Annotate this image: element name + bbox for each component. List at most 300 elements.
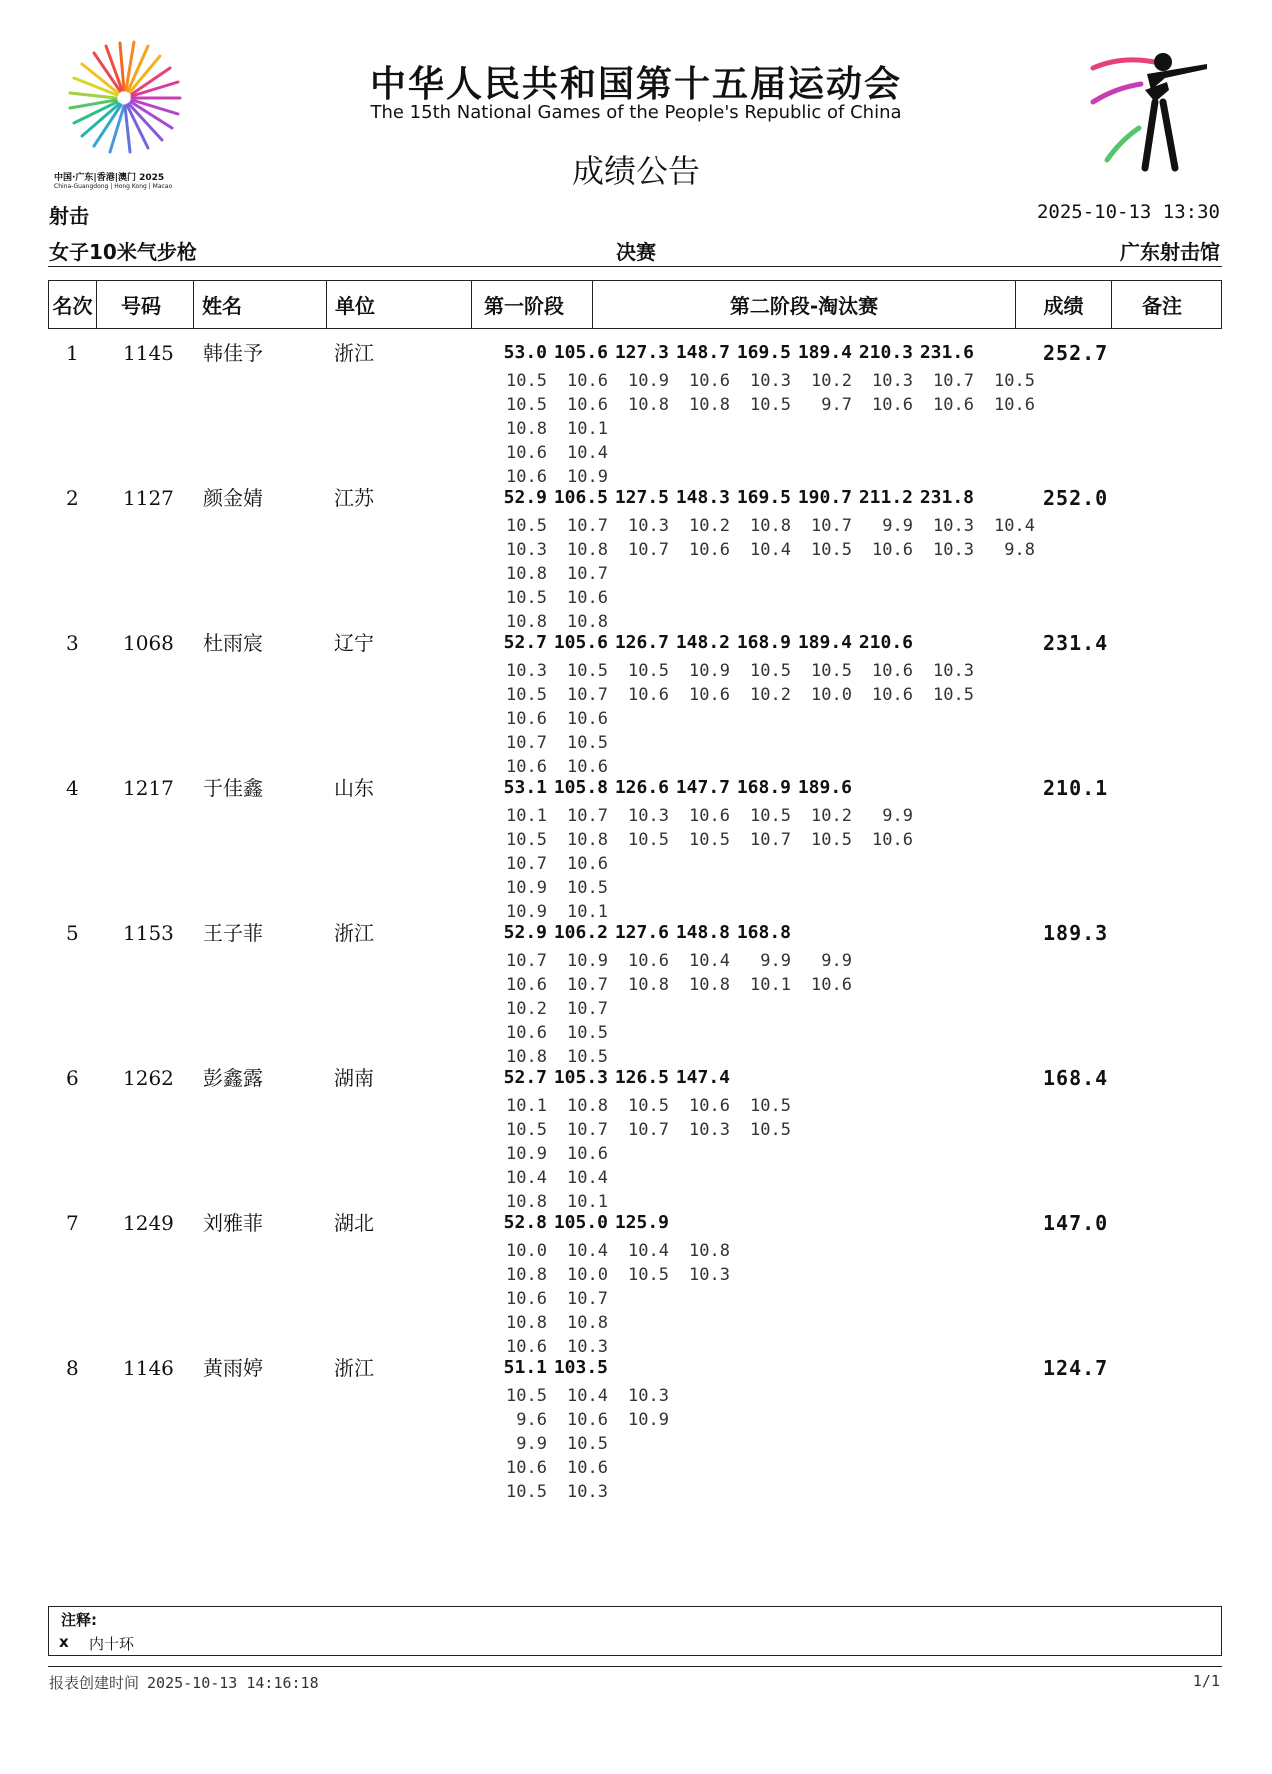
shot-score: 10.5 — [750, 395, 791, 415]
shot-score: 10.6 — [506, 975, 547, 995]
shot-score: 10.6 — [567, 1144, 608, 1164]
unit-cell: 江苏 — [334, 486, 374, 510]
series-score: 105.8 — [553, 777, 608, 798]
shot-score: 10.0 — [567, 1265, 608, 1285]
shot-score: 10.1 — [567, 1192, 608, 1212]
shot-score: 10.5 — [750, 806, 791, 826]
shot-score: 10.3 — [567, 1482, 608, 1502]
shot-score: 10.6 — [872, 395, 913, 415]
shot-line — [486, 1408, 669, 1432]
bib-cell: 1146 — [123, 1356, 174, 1380]
total-score-cell: 210.1 — [1043, 776, 1109, 800]
shot-score: 10.4 — [506, 1168, 547, 1188]
shot-score: 10.6 — [506, 467, 547, 487]
shot-score: 10.3 — [872, 371, 913, 391]
shot-score: 10.9 — [567, 467, 608, 487]
shot-line — [486, 1239, 730, 1263]
shot-score: 10.7 — [567, 1120, 608, 1140]
series-score: 148.2 — [675, 632, 730, 653]
unit-cell: 浙江 — [334, 1356, 374, 1380]
logo-text-cn: 中国·广东|香港|澳门 2025 — [54, 173, 165, 183]
series-score: 126.6 — [614, 777, 669, 798]
shot-score: 10.6 — [506, 1337, 547, 1357]
shot-score: 10.5 — [506, 685, 547, 705]
shot-line — [486, 562, 1035, 586]
shot-score: 10.7 — [567, 806, 608, 826]
series-score: 210.3 — [858, 342, 913, 363]
shot-score: 10.3 — [689, 1265, 730, 1285]
shot-score: 10.2 — [750, 685, 791, 705]
shot-score: 10.8 — [567, 540, 608, 560]
shot-score: 10.4 — [689, 951, 730, 971]
bib-cell: 1262 — [123, 1066, 174, 1090]
series-score: 148.8 — [675, 922, 730, 943]
shot-score: 10.5 — [506, 1386, 547, 1406]
shot-line — [486, 417, 1035, 441]
shot-score: 10.1 — [506, 1096, 547, 1116]
shot-score: 10.8 — [506, 1265, 547, 1285]
shot-scores — [486, 514, 1035, 634]
bib-cell: 1145 — [123, 341, 174, 365]
shot-score: 10.9 — [628, 371, 669, 391]
shot-score: 10.5 — [689, 830, 730, 850]
series-score: 106.5 — [553, 487, 608, 508]
unit-cell: 湖北 — [334, 1211, 374, 1235]
shot-score: 10.6 — [689, 371, 730, 391]
athlete-name-cell: 刘雅菲 — [203, 1211, 263, 1235]
shot-score: 10.1 — [567, 902, 608, 922]
notes-key: x — [59, 1633, 69, 1651]
cumulative-series — [486, 1062, 730, 1094]
cumulative-series — [486, 482, 974, 514]
series-score: 52.9 — [503, 487, 547, 508]
shot-score: 10.6 — [567, 588, 608, 608]
shot-score: 10.6 — [628, 685, 669, 705]
bib-cell: 1127 — [123, 486, 174, 510]
shot-score: 10.6 — [567, 371, 608, 391]
cumulative-series — [486, 772, 852, 804]
shot-score: 10.2 — [506, 999, 547, 1019]
shot-score: 10.3 — [628, 806, 669, 826]
shot-scores — [486, 804, 913, 924]
shot-score: 10.5 — [567, 878, 608, 898]
shot-score: 10.8 — [750, 516, 791, 536]
shot-score: 10.7 — [506, 733, 547, 753]
shot-line — [486, 1287, 730, 1311]
shot-line — [486, 1118, 791, 1142]
col-remarks: 备注 — [1142, 294, 1182, 318]
shot-scores — [486, 1239, 730, 1359]
shot-scores — [486, 949, 852, 1069]
shot-line — [486, 707, 974, 731]
col-rank: 名次 — [49, 281, 97, 328]
shot-score: 10.7 — [933, 371, 974, 391]
rank-cell: 5 — [66, 921, 79, 945]
rank-cell: 8 — [66, 1356, 79, 1380]
athlete-name-cell: 彭鑫露 — [203, 1066, 263, 1090]
total-score-cell: 252.0 — [1043, 486, 1109, 510]
shot-line — [486, 1432, 669, 1456]
shot-score: 10.7 — [628, 540, 669, 560]
report-title: 成绩公告 — [571, 152, 700, 190]
shot-score: 10.9 — [567, 951, 608, 971]
shot-line — [486, 1166, 791, 1190]
shot-score: 10.4 — [750, 540, 791, 560]
bib-cell: 1249 — [123, 1211, 174, 1235]
shot-score: 10.7 — [567, 516, 608, 536]
bib-cell: 1153 — [123, 921, 174, 945]
shot-score: 10.8 — [628, 975, 669, 995]
shot-line — [486, 514, 1035, 538]
total-score-cell: 124.7 — [1043, 1356, 1109, 1380]
col-total: 成绩 — [1016, 281, 1112, 328]
shot-line — [486, 1311, 730, 1335]
shot-score: 10.8 — [689, 975, 730, 995]
notes-box — [48, 1606, 1222, 1656]
shot-score: 10.5 — [506, 588, 547, 608]
series-score: 105.6 — [553, 342, 608, 363]
shot-line — [486, 876, 913, 900]
shot-score: 9.9 — [882, 806, 913, 826]
series-score: 126.7 — [614, 632, 669, 653]
shot-score: 10.6 — [689, 685, 730, 705]
shot-score: 10.5 — [506, 830, 547, 850]
table-row — [48, 917, 1222, 1067]
shot-score: 10.5 — [567, 1023, 608, 1043]
athlete-name-cell: 韩佳予 — [203, 341, 263, 365]
series-score: 148.7 — [675, 342, 730, 363]
shot-score: 10.5 — [750, 661, 791, 681]
series-score: 52.9 — [503, 922, 547, 943]
shot-score: 10.8 — [506, 1192, 547, 1212]
shot-score: 10.5 — [628, 1096, 669, 1116]
shot-line — [486, 1263, 730, 1287]
shot-line — [486, 586, 1035, 610]
shot-score: 10.0 — [506, 1241, 547, 1261]
col-bib: 号码 — [97, 281, 194, 328]
shot-score: 10.6 — [689, 540, 730, 560]
shot-score: 10.2 — [811, 371, 852, 391]
series-score: 105.3 — [553, 1067, 608, 1088]
shot-line — [486, 393, 1035, 417]
shot-score: 10.8 — [567, 830, 608, 850]
series-score: 168.9 — [736, 632, 791, 653]
shot-score: 10.7 — [567, 975, 608, 995]
shot-score: 10.6 — [506, 443, 547, 463]
shot-line — [486, 949, 852, 973]
unit-cell: 浙江 — [334, 921, 374, 945]
shot-score: 9.9 — [760, 951, 791, 971]
shot-score: 10.5 — [567, 661, 608, 681]
shot-line — [486, 369, 1035, 393]
series-score: 52.7 — [503, 1067, 547, 1088]
unit-cell: 湖南 — [334, 1066, 374, 1090]
shot-score: 10.5 — [567, 1434, 608, 1454]
series-score: 53.0 — [503, 342, 547, 363]
shot-score: 10.1 — [506, 806, 547, 826]
shot-score: 10.7 — [506, 854, 547, 874]
unit-cell: 山东 — [334, 776, 374, 800]
shot-score: 10.4 — [567, 1168, 608, 1188]
shot-score: 10.6 — [506, 1289, 547, 1309]
shot-line — [486, 1480, 669, 1504]
shot-score: 10.6 — [689, 806, 730, 826]
shot-score: 10.5 — [750, 1120, 791, 1140]
shot-score: 10.6 — [506, 1023, 547, 1043]
series-score: 231.8 — [919, 487, 974, 508]
shot-score: 10.8 — [567, 1313, 608, 1333]
shot-score: 10.6 — [872, 540, 913, 560]
shot-line — [486, 1456, 669, 1480]
series-score: 127.6 — [614, 922, 669, 943]
series-score: 169.5 — [736, 487, 791, 508]
footer-divider — [48, 1666, 1222, 1667]
logo-text-en: China-Guangdong | Hong Kong | Macao — [54, 183, 173, 190]
shot-score: 10.8 — [567, 1096, 608, 1116]
shot-score: 10.9 — [506, 902, 547, 922]
col-stage2: 第二阶段-淘汰赛 — [593, 281, 1016, 328]
shot-score: 10.3 — [506, 540, 547, 560]
shot-score: 10.6 — [567, 854, 608, 874]
series-score: 52.7 — [503, 632, 547, 653]
shot-line — [486, 538, 1035, 562]
series-score: 189.6 — [797, 777, 852, 798]
shot-score: 10.5 — [811, 830, 852, 850]
shot-line — [486, 683, 974, 707]
series-score: 103.5 — [553, 1357, 608, 1378]
shot-score: 10.9 — [506, 1144, 547, 1164]
shot-score: 9.9 — [516, 1434, 547, 1454]
cumulative-series — [486, 627, 913, 659]
shot-score: 10.2 — [689, 516, 730, 536]
shot-score: 10.7 — [628, 1120, 669, 1140]
notes-label: 注释: — [61, 1611, 97, 1629]
shot-line — [486, 441, 1035, 465]
col-name: 姓名 — [194, 281, 327, 328]
shot-score: 10.3 — [567, 1337, 608, 1357]
table-row — [48, 1207, 1222, 1357]
shot-score: 10.6 — [933, 395, 974, 415]
series-score: 147.4 — [675, 1067, 730, 1088]
rank-cell: 7 — [66, 1211, 79, 1235]
games-title-cn: 中华人民共和国第十五届运动会 — [369, 64, 902, 105]
shot-score: 10.8 — [506, 1313, 547, 1333]
shot-score: 10.3 — [689, 1120, 730, 1140]
total-score-cell: 147.0 — [1043, 1211, 1109, 1235]
shot-score: 9.6 — [516, 1410, 547, 1430]
shot-score: 10.3 — [506, 661, 547, 681]
shot-score: 10.6 — [567, 1458, 608, 1478]
series-score: 125.9 — [614, 1212, 669, 1233]
rank-cell: 4 — [66, 776, 79, 800]
results-table-header — [48, 280, 1222, 329]
total-score-cell: 168.4 — [1043, 1066, 1109, 1090]
shot-score: 10.5 — [567, 733, 608, 753]
series-score: 127.3 — [614, 342, 669, 363]
series-score: 106.2 — [553, 922, 608, 943]
shot-line — [486, 659, 974, 683]
shot-score: 10.3 — [933, 516, 974, 536]
shot-score: 10.5 — [506, 516, 547, 536]
shot-score: 10.3 — [628, 516, 669, 536]
shot-score: 10.6 — [506, 1458, 547, 1478]
shot-score: 10.4 — [994, 516, 1035, 536]
shot-score: 10.6 — [567, 709, 608, 729]
notes-description: 内十环 — [89, 1635, 135, 1653]
created-label: 报表创建时间 — [49, 1674, 140, 1692]
shot-score: 10.3 — [933, 661, 974, 681]
shot-score: 10.7 — [506, 951, 547, 971]
shot-score: 10.5 — [628, 830, 669, 850]
rank-cell: 2 — [66, 486, 79, 510]
shot-score: 10.8 — [506, 419, 547, 439]
page-number: 1/1 — [1192, 1672, 1220, 1690]
shot-score: 10.5 — [567, 1047, 608, 1067]
bib-cell: 1068 — [123, 631, 174, 655]
games-title-en: The 15th National Games of the People's Republic of China — [370, 102, 902, 123]
series-score: 210.6 — [858, 632, 913, 653]
shot-score: 10.6 — [628, 951, 669, 971]
shot-score: 10.6 — [567, 757, 608, 777]
series-score: 190.7 — [797, 487, 852, 508]
series-score: 148.3 — [675, 487, 730, 508]
shot-score: 10.4 — [567, 443, 608, 463]
shot-score: 10.5 — [628, 661, 669, 681]
shot-score: 10.7 — [750, 830, 791, 850]
table-row — [48, 1062, 1222, 1212]
results-table-body — [48, 337, 1222, 1502]
shot-score: 9.9 — [882, 516, 913, 536]
series-score: 211.2 — [858, 487, 913, 508]
event-datetime: 2025-10-13 13:30 — [1036, 201, 1220, 223]
shot-score: 10.7 — [567, 999, 608, 1019]
series-score: 189.4 — [797, 342, 852, 363]
shot-score: 10.6 — [689, 1096, 730, 1116]
shot-score: 10.3 — [628, 1386, 669, 1406]
total-score-cell: 252.7 — [1043, 341, 1109, 365]
shot-score: 10.6 — [872, 685, 913, 705]
shot-score: 10.4 — [628, 1241, 669, 1261]
shot-score: 10.7 — [567, 685, 608, 705]
shot-score: 10.8 — [506, 564, 547, 584]
series-score: 169.5 — [736, 342, 791, 363]
unit-cell: 辽宁 — [334, 631, 374, 655]
report-created — [49, 1672, 319, 1693]
shot-line — [486, 804, 913, 828]
shot-score: 10.6 — [506, 709, 547, 729]
shot-score: 10.1 — [567, 419, 608, 439]
shot-line — [486, 1094, 791, 1118]
shot-score: 10.8 — [628, 395, 669, 415]
series-score: 231.6 — [919, 342, 974, 363]
shot-score: 10.8 — [506, 612, 547, 632]
cumulative-series — [486, 1352, 608, 1384]
series-score: 147.7 — [675, 777, 730, 798]
shot-score: 10.6 — [994, 395, 1035, 415]
shot-score: 10.5 — [506, 371, 547, 391]
shot-score: 9.8 — [1004, 540, 1035, 560]
rank-cell: 3 — [66, 631, 79, 655]
shot-score: 10.6 — [872, 830, 913, 850]
series-score: 51.1 — [503, 1357, 547, 1378]
series-score: 168.8 — [736, 922, 791, 943]
event-name: 女子10米气步枪 — [49, 240, 197, 264]
shot-score: 10.5 — [750, 1096, 791, 1116]
shot-score: 10.3 — [933, 540, 974, 560]
shot-score: 10.9 — [689, 661, 730, 681]
shot-score: 10.6 — [872, 661, 913, 681]
venue-name: 广东射击馆 — [1120, 240, 1220, 264]
shot-line — [486, 973, 852, 997]
table-row — [48, 1352, 1222, 1502]
shot-score: 10.5 — [506, 1482, 547, 1502]
event-phase: 决赛 — [616, 240, 656, 264]
shot-score: 10.8 — [689, 1241, 730, 1261]
shot-scores — [486, 1094, 791, 1214]
total-score-cell: 231.4 — [1043, 631, 1109, 655]
shot-line — [486, 731, 974, 755]
athlete-name-cell: 于佳鑫 — [203, 776, 263, 800]
series-score: 53.1 — [503, 777, 547, 798]
series-score: 105.0 — [553, 1212, 608, 1233]
shot-score: 9.9 — [821, 951, 852, 971]
created-time: 2025-10-13 14:16:18 — [147, 1674, 319, 1692]
shot-scores — [486, 369, 1035, 489]
shot-line — [486, 852, 913, 876]
athlete-name-cell: 黄雨婷 — [203, 1356, 263, 1380]
series-score: 189.4 — [797, 632, 852, 653]
series-score: 105.6 — [553, 632, 608, 653]
shot-score: 10.2 — [811, 806, 852, 826]
shot-score: 10.0 — [811, 685, 852, 705]
total-score-cell: 189.3 — [1043, 921, 1109, 945]
col-stage1: 第一阶段 — [472, 281, 593, 328]
shot-scores — [486, 1384, 669, 1504]
shot-line — [486, 828, 913, 852]
cumulative-series — [486, 337, 974, 369]
shot-score: 10.5 — [811, 540, 852, 560]
shot-score: 9.7 — [821, 395, 852, 415]
shot-score: 10.7 — [811, 516, 852, 536]
shot-scores — [486, 659, 974, 779]
shot-score: 10.6 — [567, 1410, 608, 1430]
table-row — [48, 337, 1222, 487]
shot-score: 10.7 — [567, 564, 608, 584]
table-row — [48, 627, 1222, 777]
header-divider — [48, 266, 1222, 267]
shot-score: 10.3 — [750, 371, 791, 391]
shot-score: 10.6 — [567, 395, 608, 415]
shot-score: 10.4 — [567, 1241, 608, 1261]
shot-score: 10.5 — [628, 1265, 669, 1285]
cumulative-series — [486, 1207, 669, 1239]
shot-line — [486, 997, 852, 1021]
athlete-name-cell: 王子菲 — [203, 921, 263, 945]
rank-cell: 1 — [66, 341, 79, 365]
shot-score: 10.1 — [750, 975, 791, 995]
cumulative-series — [486, 917, 791, 949]
shot-score: 10.5 — [506, 1120, 547, 1140]
series-score: 52.8 — [503, 1212, 547, 1233]
shot-score: 10.5 — [506, 395, 547, 415]
shot-score: 10.6 — [811, 975, 852, 995]
athlete-name-cell: 颜金婧 — [203, 486, 263, 510]
series-score: 127.5 — [614, 487, 669, 508]
shot-score: 10.4 — [567, 1386, 608, 1406]
shot-score: 10.8 — [567, 612, 608, 632]
shot-score: 10.8 — [689, 395, 730, 415]
unit-cell: 浙江 — [334, 341, 374, 365]
